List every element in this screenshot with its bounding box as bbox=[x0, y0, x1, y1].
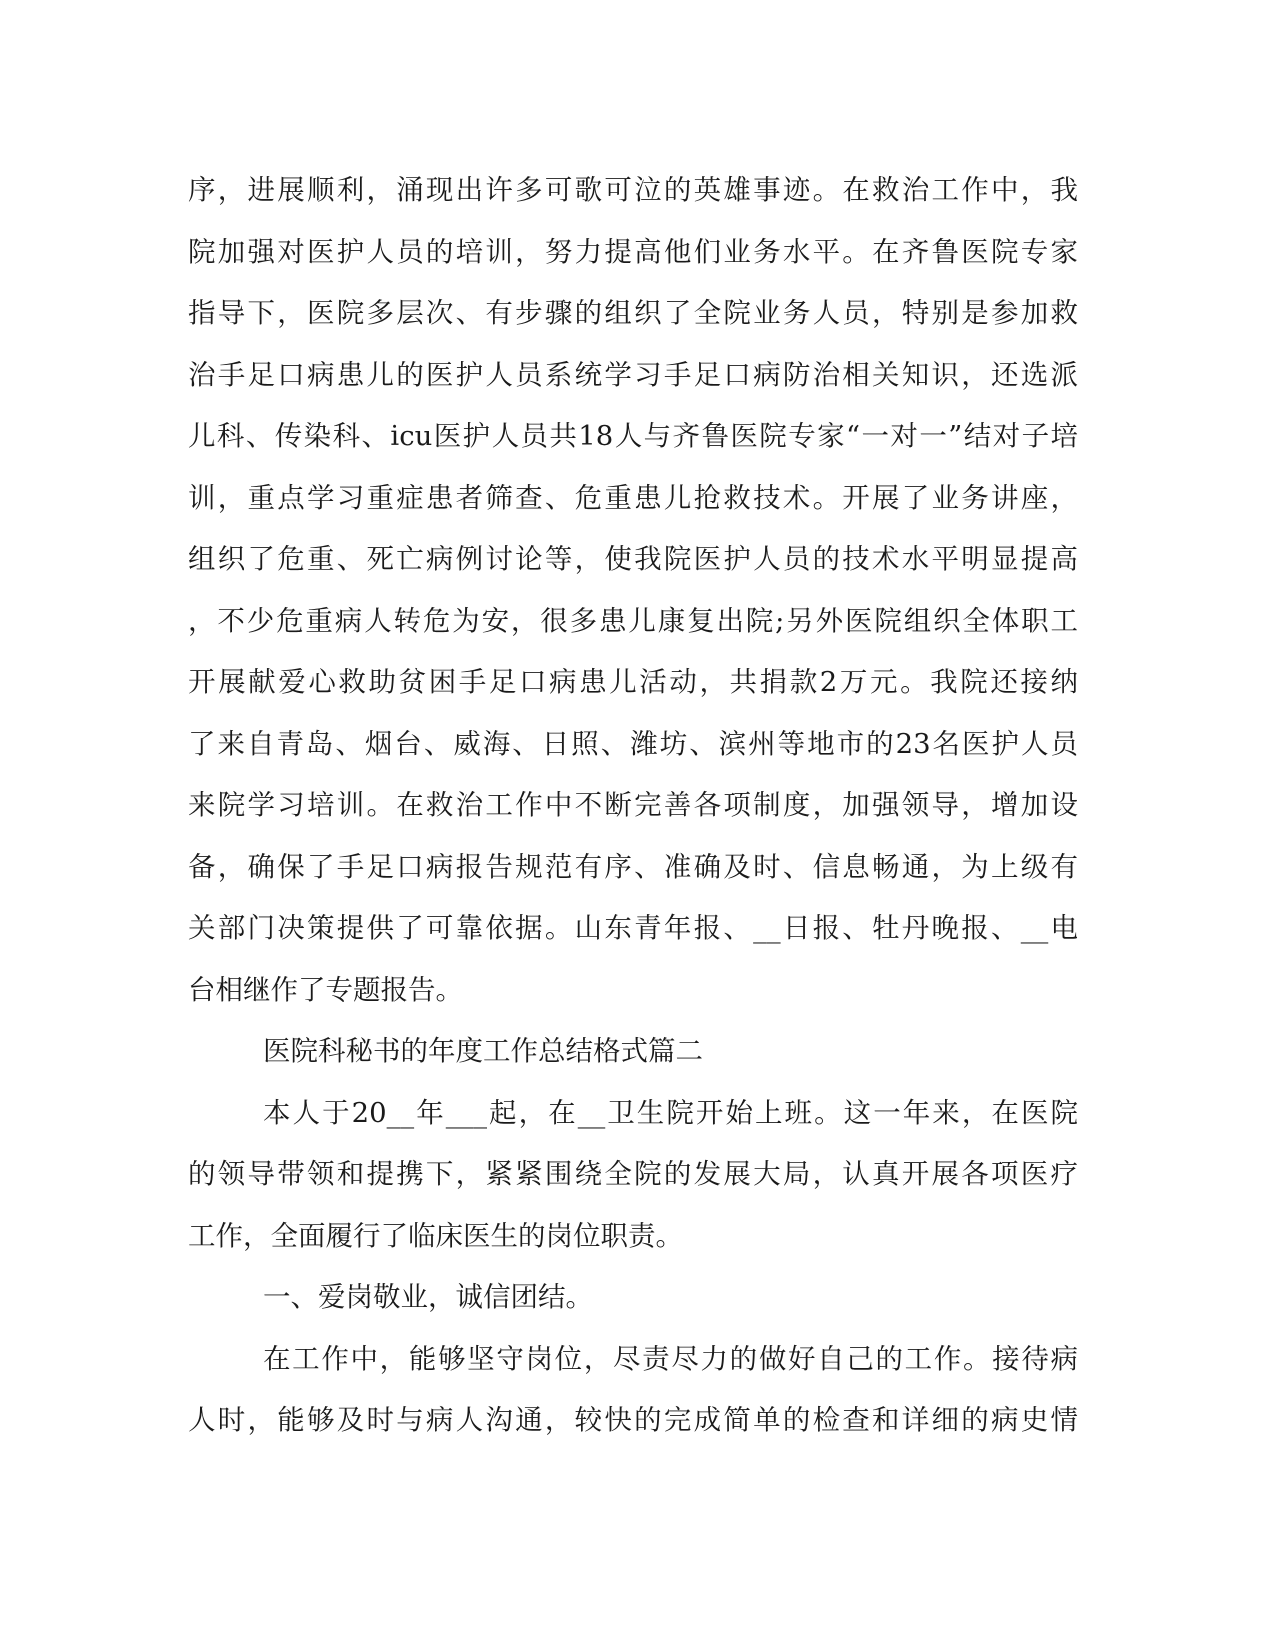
text-line: 训，重点学习重症患者筛查、危重患儿抢救技术。开展了业务讲座， bbox=[188, 481, 1078, 514]
text-line: 人时，能够及时与病人沟通，较快的完成简单的检查和详细的病史情 bbox=[188, 1404, 1078, 1436]
text-line: 台相继作了专题报告。 bbox=[188, 973, 463, 1006]
text-line: 备，确保了手足口病报告规范有序、准确及时、信息畅通，为上级有 bbox=[188, 850, 1078, 883]
text-line: 序，进展顺利，涌现出许多可歌可泣的英雄事迹。在救治工作中，我 bbox=[188, 174, 1078, 206]
document-body bbox=[188, 160, 1078, 1452]
subsection-heading: 一、爱岗敬业，诚信团结。 bbox=[263, 1281, 593, 1313]
text-line: 组织了危重、死亡病例讨论等，使我院医护人员的技术水平明显提高 bbox=[188, 543, 1078, 575]
section-heading: 医院科秘书的年度工作总结格式篇二 bbox=[263, 1035, 703, 1067]
text-line: 来院学习培训。在救治工作中不断完善各项制度，加强领导，增加设 bbox=[188, 789, 1078, 821]
text-line: 儿科、传染科、icu医护人员共18人与齐鲁医院专家“一对一”结对子培 bbox=[188, 420, 1078, 452]
text-line: 治手足口病患儿的医护人员系统学习手足口病防治相关知识，还选派 bbox=[188, 358, 1078, 391]
text-line: ，不少危重病人转危为安，很多患儿康复出院;另外医院组织全体职工 bbox=[188, 604, 1078, 637]
text-line: 工作，全面履行了临床医生的岗位职责。 bbox=[188, 1219, 683, 1252]
text-line: 本人于20__年___起，在__卫生院开始上班。这一年来，在医院 bbox=[263, 1096, 1078, 1129]
text-line: 关部门决策提供了可靠依据。山东青年报、__日报、牡丹晚报、__电 bbox=[188, 912, 1078, 944]
text-line: 指导下，医院多层次、有步骤的组织了全院业务人员，特别是参加救 bbox=[188, 297, 1078, 329]
text-line: 开展献爱心救助贫困手足口病患儿活动，共捐款2万元。我院还接纳 bbox=[188, 666, 1078, 698]
text-line: 院加强对医护人员的培训，努力提高他们业务水平。在齐鲁医院专家 bbox=[188, 235, 1078, 268]
text-line: 的领导带领和提携下，紧紧围绕全院的发展大局，认真开展各项医疗 bbox=[188, 1158, 1078, 1190]
text-line: 在工作中，能够坚守岗位，尽责尽力的做好自己的工作。接待病 bbox=[263, 1342, 1078, 1375]
text-line: 了来自青岛、烟台、威海、日照、潍坊、滨州等地市的23名医护人员 bbox=[188, 727, 1078, 760]
